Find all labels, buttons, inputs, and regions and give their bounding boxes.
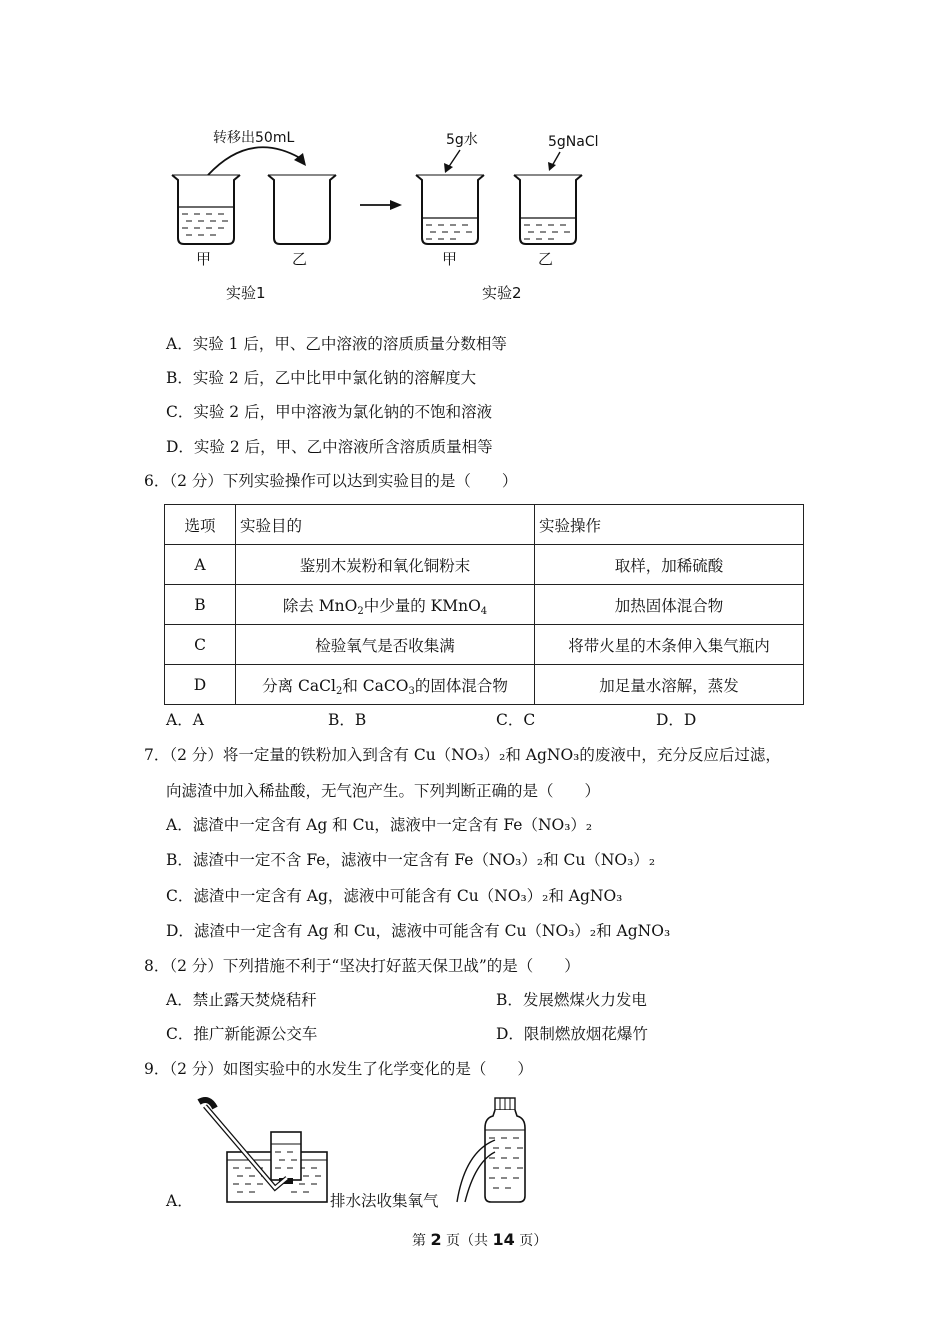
table-row [165,625,804,665]
beaker-label-yi-1: 乙 [292,250,308,268]
q6-stem: 6．（2 分）下列实验操作可以达到实验目的是（ ） [144,472,518,490]
q7-stem-line2: 向滤渣中加入稀盐酸，无气泡产生。下列判断正确的是（ ） [166,782,601,800]
water-label: 5g水 [446,132,478,148]
q8-option-d: D．限制燃放烟花爆竹 [496,1025,648,1043]
beaker-label-yi-2: 乙 [538,250,554,268]
q5-option-b: B．实验 2 后，乙中比甲中氯化钠的溶解度大 [166,369,477,387]
exp2-label: 实验2 [482,284,522,302]
page-footer [412,1230,547,1250]
q8-option-b: B．发展燃煤火力发电 [496,991,647,1009]
row-goal: 除去 MnO$_2$中少量的 KMnO$_4$ [236,585,535,625]
table-row [165,585,804,625]
beaker-label-jia-1: 甲 [196,250,212,268]
footer-total-pages: 14 [492,1230,515,1249]
header-operation: 实验操作 [535,505,804,545]
row-option: D [165,665,236,705]
beaker-yi-exp2 [514,152,582,244]
q9-option-a-label: A． [166,1192,193,1210]
q6-answer-b: B．B [328,711,367,729]
footer-page-number: 2 [430,1230,442,1249]
q9-figure-caption: 排水法收集氧气 [330,1192,439,1210]
q7-stem-line1: 7．（2 分）将一定量的铁粉加入到含有 Cu（NO₃）₂和 AgNO₃的废液中，充分反应后过滤， [144,746,781,764]
row-operation: 取样，加稀硫酸 [535,545,804,585]
table-header-row [165,505,804,545]
q8-option-a: A．禁止露天焚烧秸秆 [166,991,317,1009]
table-row [165,665,804,705]
q8-stem: 8．（2 分）下列措施不利于“坚决打好蓝天保卫战”的是（ ） [144,957,580,975]
q9-stem: 9．（2 分）如图实验中的水发生了化学变化的是（ ） [144,1060,533,1078]
footer-mid: 页（共 [446,1233,489,1249]
q7-option-c: C．滤渣中一定含有 Ag，滤液中可能含有 Cu（NO₃）₂和 AgNO₃ [166,887,623,905]
q6-answer-c: C．C [496,711,536,729]
nacl-label: 5gNaCl [548,134,599,150]
beaker-jia-exp2 [416,150,484,244]
row-goal: 检验氧气是否收集满 [236,625,535,665]
exp1-label: 实验1 [226,284,266,302]
beaker-yi-exp1 [268,175,336,244]
q5-option-d: D．实验 2 后，甲、乙中溶液所含溶质质量相等 [166,438,493,456]
row-operation: 将带火星的木条伸入集气瓶内 [535,625,804,665]
q6-table [164,504,804,705]
q8-option-c: C．推广新能源公交车 [166,1025,318,1043]
q5-option-c: C．实验 2 后，甲中溶液为氯化钠的不饱和溶液 [166,403,493,421]
header-option: 选项 [165,505,236,545]
header-goal: 实验目的 [236,505,535,545]
beaker-jia-exp1 [172,175,240,244]
q7-option-a: A．滤渣中一定含有 Ag 和 Cu，滤液中一定含有 Fe（NO₃）₂ [166,816,593,834]
transfer-arrow [208,147,300,175]
row-operation: 加热固体混合物 [535,585,804,625]
row-goal: 分离 CaCl$_2$和 CaCO$_3$的固体混合物 [236,665,535,705]
q7-option-b: B．滤渣中一定不含 Fe，滤液中一定含有 Fe（NO₃）₂和 Cu（NO₃）₂ [166,851,656,869]
row-goal: 鉴别木炭粉和氧化铜粉末 [236,545,535,585]
row-operation: 加足量水溶解，蒸发 [535,665,804,705]
footer-post: 页） [519,1233,548,1249]
row-option: A [165,545,236,585]
q7-option-d: D．滤渣中一定含有 Ag 和 Cu，滤液中可能含有 Cu（NO₃）₂和 AgNO₃ [166,922,671,940]
experiment-figure [160,120,620,310]
row-option: B [165,585,236,625]
row-option: C [165,625,236,665]
beaker-label-jia-2: 甲 [442,250,458,268]
transfer-label: 转移出50mL [213,130,295,146]
q6-answer-a: A．A [166,711,204,729]
footer-pre: 第 [412,1233,426,1249]
table-row [165,545,804,585]
q6-answer-d: D．D [656,711,697,729]
q5-option-a: A．实验 1 后，甲、乙中溶液的溶质质量分数相等 [166,335,507,353]
